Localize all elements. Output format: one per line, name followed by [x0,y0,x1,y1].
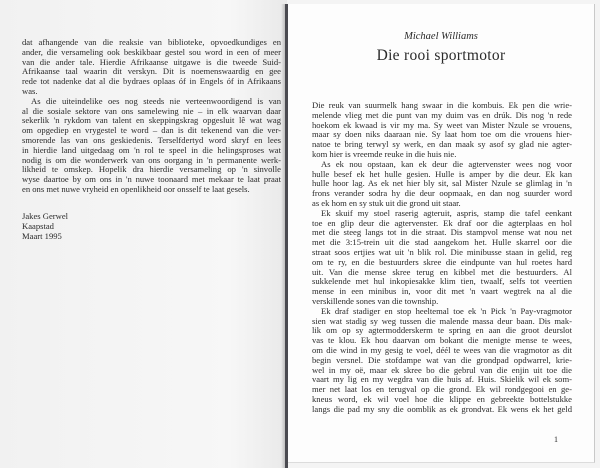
text-line: melende vlieg met die punt van my duim vas en drúk. Dis nog 'n rede [312,109,572,120]
right-page-text [312,101,572,415]
right-page [288,4,595,463]
text-line: wel in my oë, maar ek skree bo die gebrul van die enjin uit toe die [312,364,572,375]
text-line: straat soos ertjies wat uit 'n blik rol. Die minibusse staan in gelid, reg [312,246,572,257]
signature-block [22,212,281,241]
text-line: met die steeg langs tot in die straat. Dis stampvol mense wat nou net [312,227,572,238]
text-line: en ons met nuwe vryheid en openlikheid oor onsself te laat gesels. [22,183,250,194]
text-line: nodig is om die wonderwerk van ons oorgang in 'n permanente werk- [22,154,281,165]
text-line: rede tot nadenke dat al die bydraes oplaas óf in Engels óf in Afrikaans [22,76,281,87]
text-line: As ek nou opstaan, kan ek deur die agtervenster wees nog voor [321,158,572,169]
text-line: langs die pad my sny die oomblik as ek grondvat. Ek wens ek het geld [312,403,572,414]
text-line: begin versnel. Die stofdampe wat van die grondpad opdwarrel, krie- [312,354,572,365]
text-line: sekerlik 'n rykdom van talent en skeppingskrag opgesluit lê wat wag [22,115,281,126]
text-line: As die uiteindelike oes nog steeds nie verteenwoordigend is van [31,95,281,106]
story-author: Michael Williams [404,31,478,42]
text-line: vaart my lig en my wegdra van die huis af. Huis. Skielik wil ek som- [312,374,572,385]
text-line: as ek hom en sy stuk uit die grond uit staar. [312,197,461,208]
text-line: uit. Van die mense skree terug en kibbel met die bestuurders. Al [312,266,572,277]
left-page [0,0,287,468]
paragraph [22,38,281,97]
signature-place: Kaapstad [22,220,54,231]
text-line: met die 3:15-trein uit die stad aangekom het. Hulle skarrel oor die [312,237,572,248]
text-line: om opgediep en vrygestel te word – dan is dit tekenend van die ver- [22,125,281,136]
text-line: vas te klou. Ek hou daarvan om bokant die menigte mense te wees, [312,335,572,346]
text-line: in hierdie land uitgedaag om 'n rol te speel in die helingsproses wat [22,144,281,155]
text-line: al die sosiale sektore van ons samelewing nie – in elk waarvan daar [22,105,281,116]
text-line: mense in een minibus in, voor dit met 'n vaart wegtrek na al die [312,286,572,297]
text-line: van die ander tale. Hierdie Afrikaanse uitgawe is die tweede Suid- [22,56,281,67]
text-line: was. [22,85,38,96]
signature-date: Maart 1995 [22,230,62,241]
text-line: hoekom ek kwaad is vir my ma. Sy weet van Mister Nzule se vrouens, [312,119,572,130]
text-line: wyse daartoe by om ons in 'n nuwe toonaard met mekaar te laat praat [22,174,281,185]
text-line: sien wat stadig sy weg tussen die malende massa deur baan. Dis mak- [312,315,572,326]
text-line: kneus word, ek wil voel hoe die klippe en gebreekte bottelstukke [312,393,572,404]
text-line: hulle hoor lag. As ek net hier bly sit, sal Mister Nzule se glimlag in 'n [312,178,572,189]
text-line: dat afhangende van die reaksie van biblioteke, opvoedkundiges en [22,37,281,47]
text-line: Die reuk van suurmelk hang swaar in die kombuis. Ek pen die wrie- [312,100,572,110]
text-line: maar sy doen niks daaraan nie. Sy laat hom toe om die vrouens hier- [312,129,572,140]
paragraph [312,307,572,415]
paragraph [312,209,572,307]
text-line: toe en glip deur die agtervenster. Ek draf oor die agterplaas en hol [312,217,572,228]
story-title: Die rooi sportmotor [376,47,506,64]
text-line: ander, die versameling ook beskikbaar gestel sou word in een of meer [22,46,281,57]
text-line: Afrikaanse taal waarin dit verskyn. Dit is noemenswaardig en gee [22,66,281,77]
text-line: om te ry, en die bestuurders skree die eindpunte van hul roetes hard [312,256,572,267]
text-line: mer net laat los en terugval op die grond. Ek wil rondgegooi en ge- [312,384,572,395]
text-line: Ek draf stadiger en stop heeltemal toe ek 'n Pick 'n Pay-vragmotor [321,305,572,316]
text-line: om die wind in my gesig te voel, déél te wees van die vragmotor as dit [312,344,572,355]
text-line: lik om op sy agtermodderskerm te spring en aan die groot deurslot [312,325,572,336]
text-line: Ek skuif my stoel raserig agteruit, aspris, stamp die tafel eenkant [321,207,572,218]
text-line: frons verander sodra hy die deur oopmaak, en dan nog suurder word [312,188,572,199]
text-line: sukkelende met hul inkopiesakke klim tien, twaalf, selfs tot veertien [312,276,572,287]
page-number: 1 [554,435,558,444]
text-line: natoe te bring terwyl sy werk, en dan maak sy asof sy glad nie agter- [312,139,572,150]
text-line: hulle besef ek het hulle gesien. Hulle is amper by die deur. Ek kan [312,168,572,179]
paragraph [312,160,572,209]
text-line: kom hier is vreemde reuke in die huis nie. [312,148,457,159]
signature-name: Jakes Gerwel [22,211,69,221]
paragraph [312,101,572,160]
text-line: smorende las van ons geskiedenis. Terselfdertyd word skryf en lees [22,134,281,145]
paragraph [22,97,281,195]
text-line: verskillende sones van die township. [312,295,439,306]
text-line: likheid te omskep. Hopelik dra hierdie versameling op 'n sinvolle [22,164,281,175]
left-page-text [22,38,281,195]
